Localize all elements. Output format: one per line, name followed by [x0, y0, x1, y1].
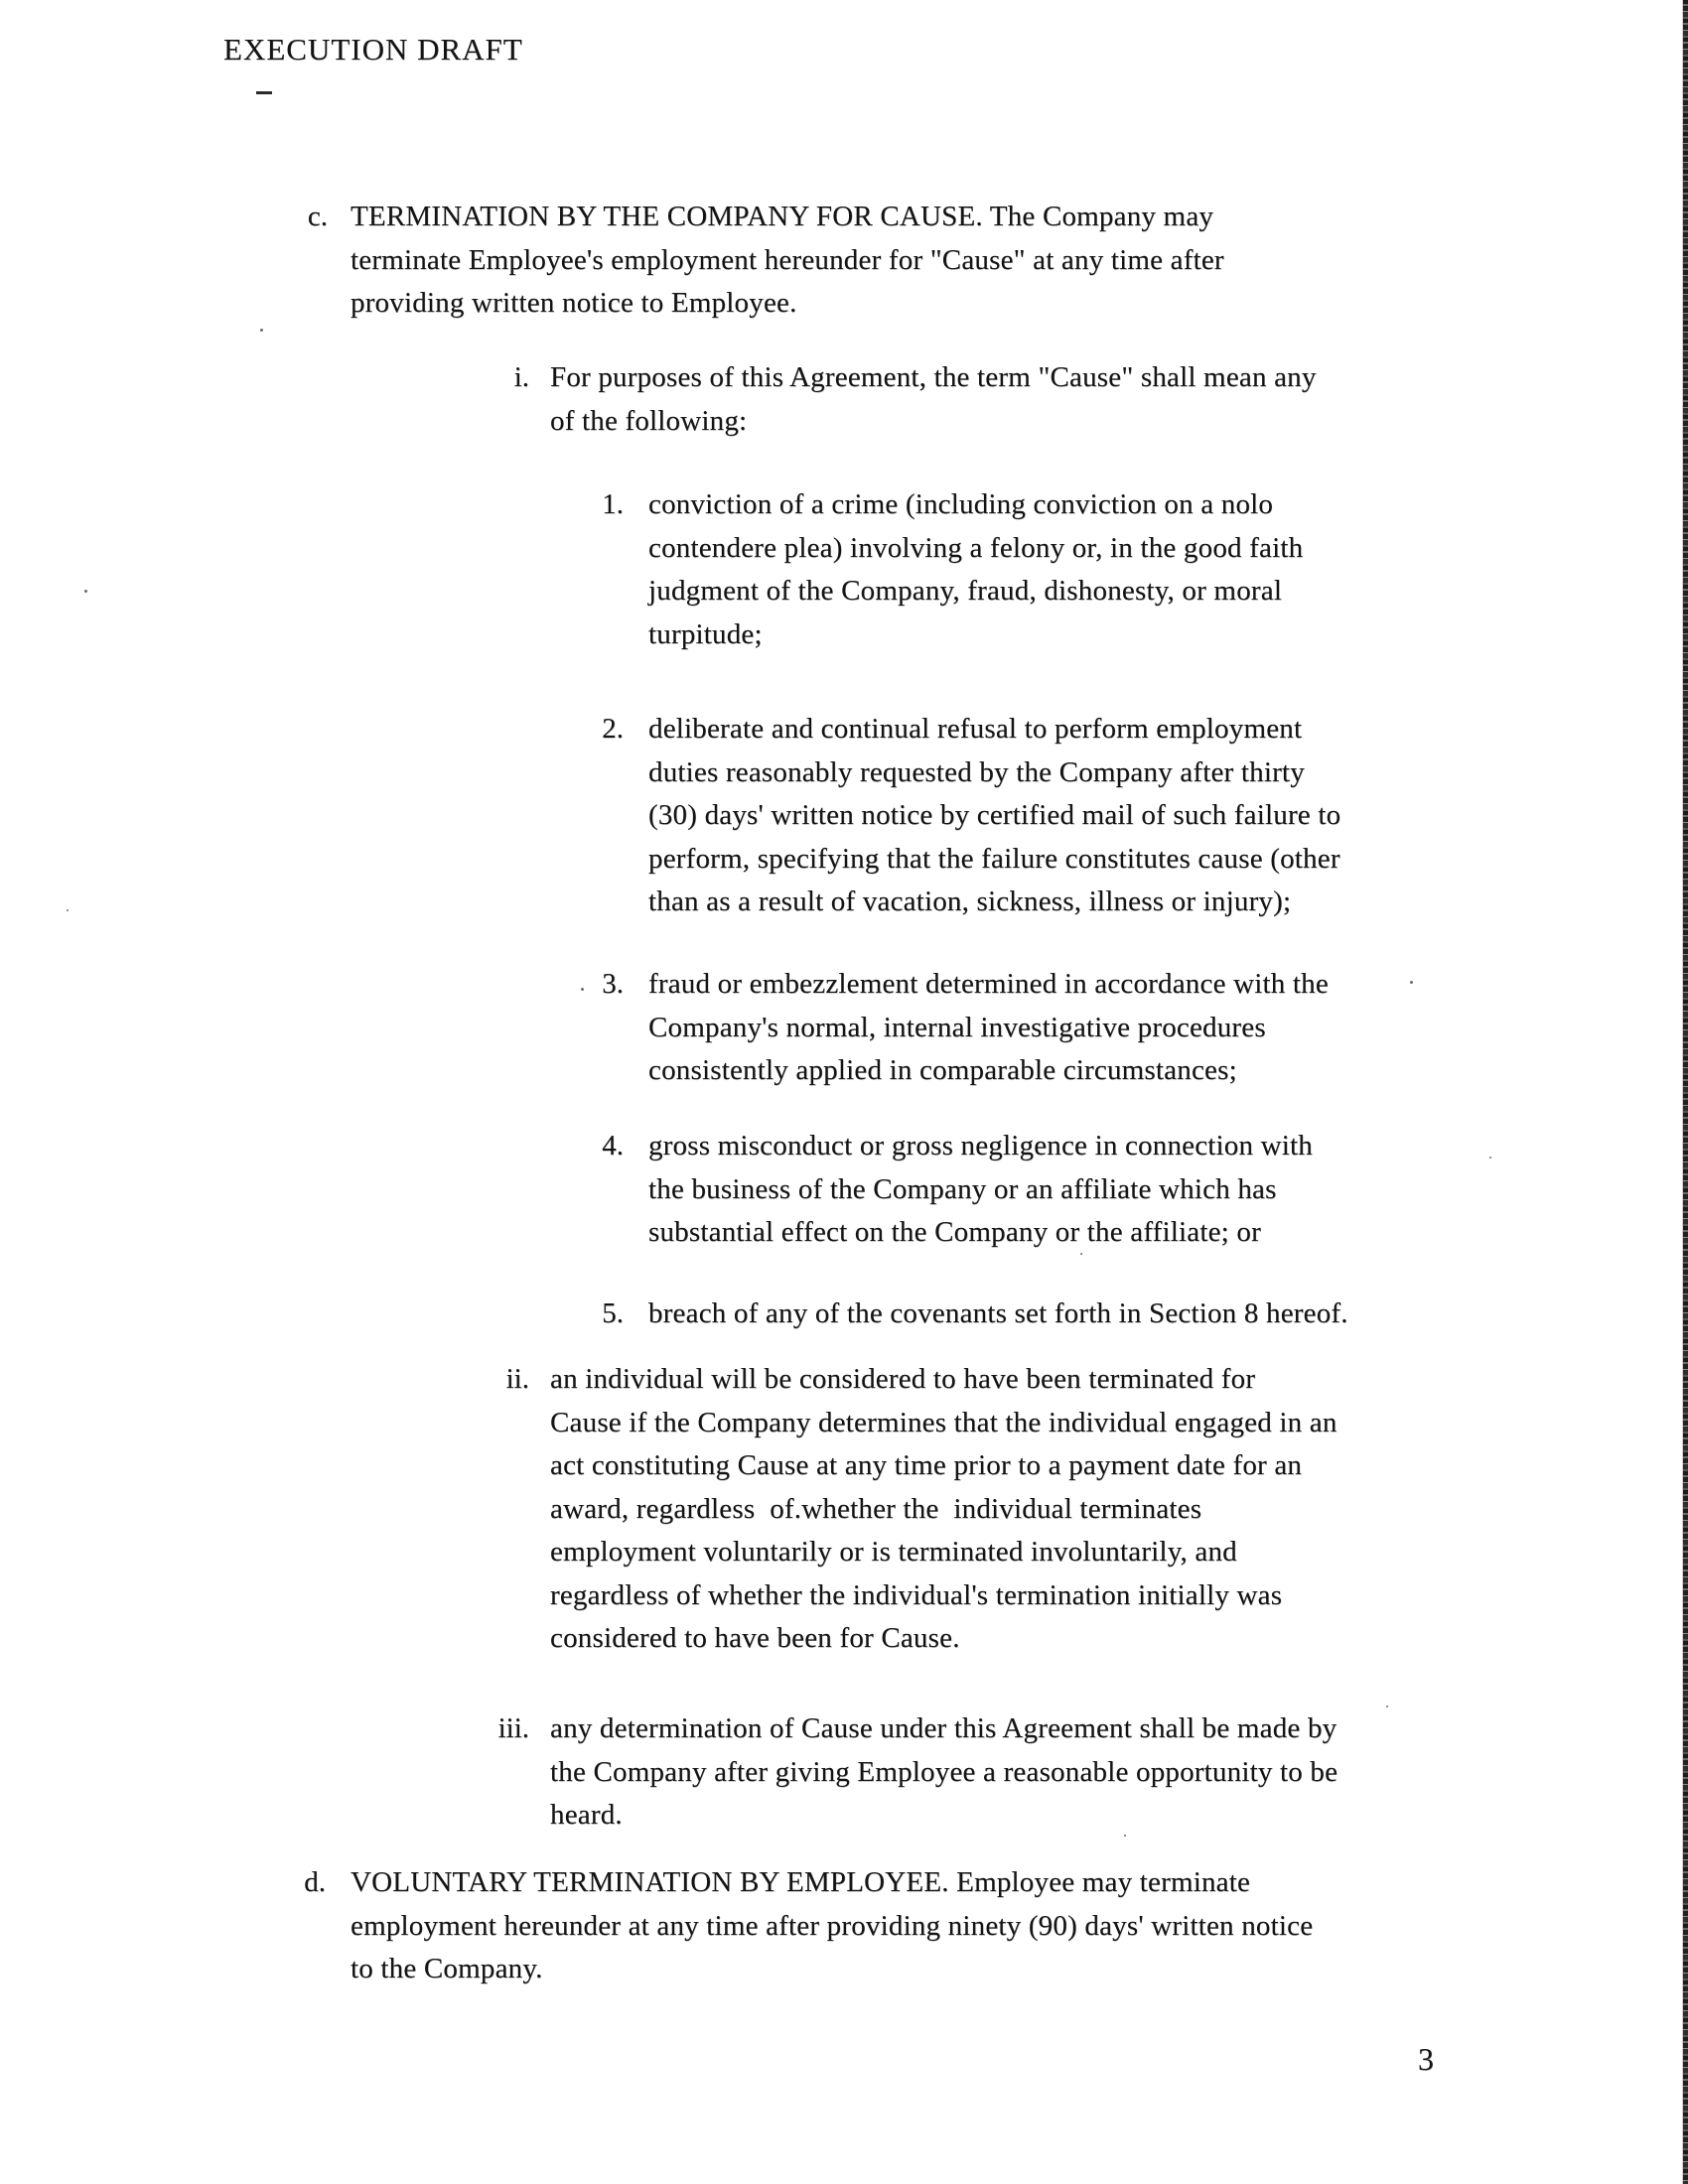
scan-noise-dot [1386, 1706, 1388, 1707]
scan-noise-dot [1489, 1157, 1491, 1159]
clause-i-text: For purposes of this Agreement, the term "Cause" shall mean any of the following: [550, 361, 1317, 437]
item-3-label: 3. [602, 968, 624, 1000]
scan-noise-dot [1124, 1835, 1126, 1837]
clause-iii-label: iii. [497, 1712, 529, 1744]
scan-noise-dot [84, 590, 87, 593]
item-5-text: breach of any of the covenants set forth in Section 8 hereof. [648, 1297, 1348, 1329]
scan-noise-dot [1080, 1253, 1082, 1255]
item-1-label: 1. [602, 488, 624, 520]
clause-d-text: VOLUNTARY TERMINATION BY EMPLOYEE. Employee may terminate employment hereunder at any time after providing ninety (90) days' written notice to the Company. [351, 1866, 1314, 1984]
item-4-text: gross misconduct or gross negligence in connection with the business of the Company or an affiliate which has substantial effect on the Company or the affiliate; or [648, 1130, 1314, 1248]
scan-noise-dot [581, 988, 584, 991]
item-2-label: 2. [602, 713, 624, 745]
clause-iii-text: any determination of Cause under this Agreement shall be made by the Company after giving Employee a reasonable opportunity to be heard. [550, 1712, 1338, 1831]
scan-noise-dot [67, 909, 69, 911]
clause-ii-text: an individual will be considered to have been terminated for Cause if the Company determines that the individual engaged in an act constituting Cause at any time prior to a payment date for an award, regardless of.whether the individual terminates employment voluntarily or is terminated involuntarily, and regardless of whether the individual's termination initially was considered to have been for Cause. [550, 1363, 1337, 1654]
item-5-label: 5. [602, 1297, 624, 1329]
item-2-text: deliberate and continual refusal to perform employment duties reasonably requested by the Company after thirty (30) days' written notice by certified mail of such failure to perform, specifying that the failure constitutes cause (other than as a result of vacation, sickness, illness or injury); [648, 713, 1341, 917]
clause-c-text: TERMINATION BY THE COMPANY FOR CAUSE. The Company may terminate Employee's employment hereunder for "Cause" at any time after providing written notice to Employee. [351, 201, 1224, 319]
clause-c-label: c. [307, 201, 328, 232]
item-4-label: 4. [602, 1130, 624, 1161]
item-1-text: conviction of a crime (including conviction on a nolo contendere plea) involving a felony or, in the good faith judgment of the Company, fraud, dishonesty, or moral turpitude; [648, 488, 1304, 650]
clause-i-label: i. [513, 361, 529, 393]
scan-edge-artifact [1682, 0, 1688, 2184]
scan-noise-dot [1410, 981, 1413, 984]
page-number: 3 [1418, 2041, 1434, 2077]
item-3-text: fraud or embezzlement determined in accordance with the Company's normal, internal investigative procedures consistently applied in comparable circumstances; [648, 968, 1329, 1086]
clause-d-label: d. [304, 1866, 326, 1898]
scan-noise-dot [260, 329, 263, 332]
execution-draft-header: EXECUTION DRAFT [223, 32, 523, 67]
clause-ii-label: ii. [505, 1363, 529, 1395]
header-dash-mark [256, 91, 272, 94]
